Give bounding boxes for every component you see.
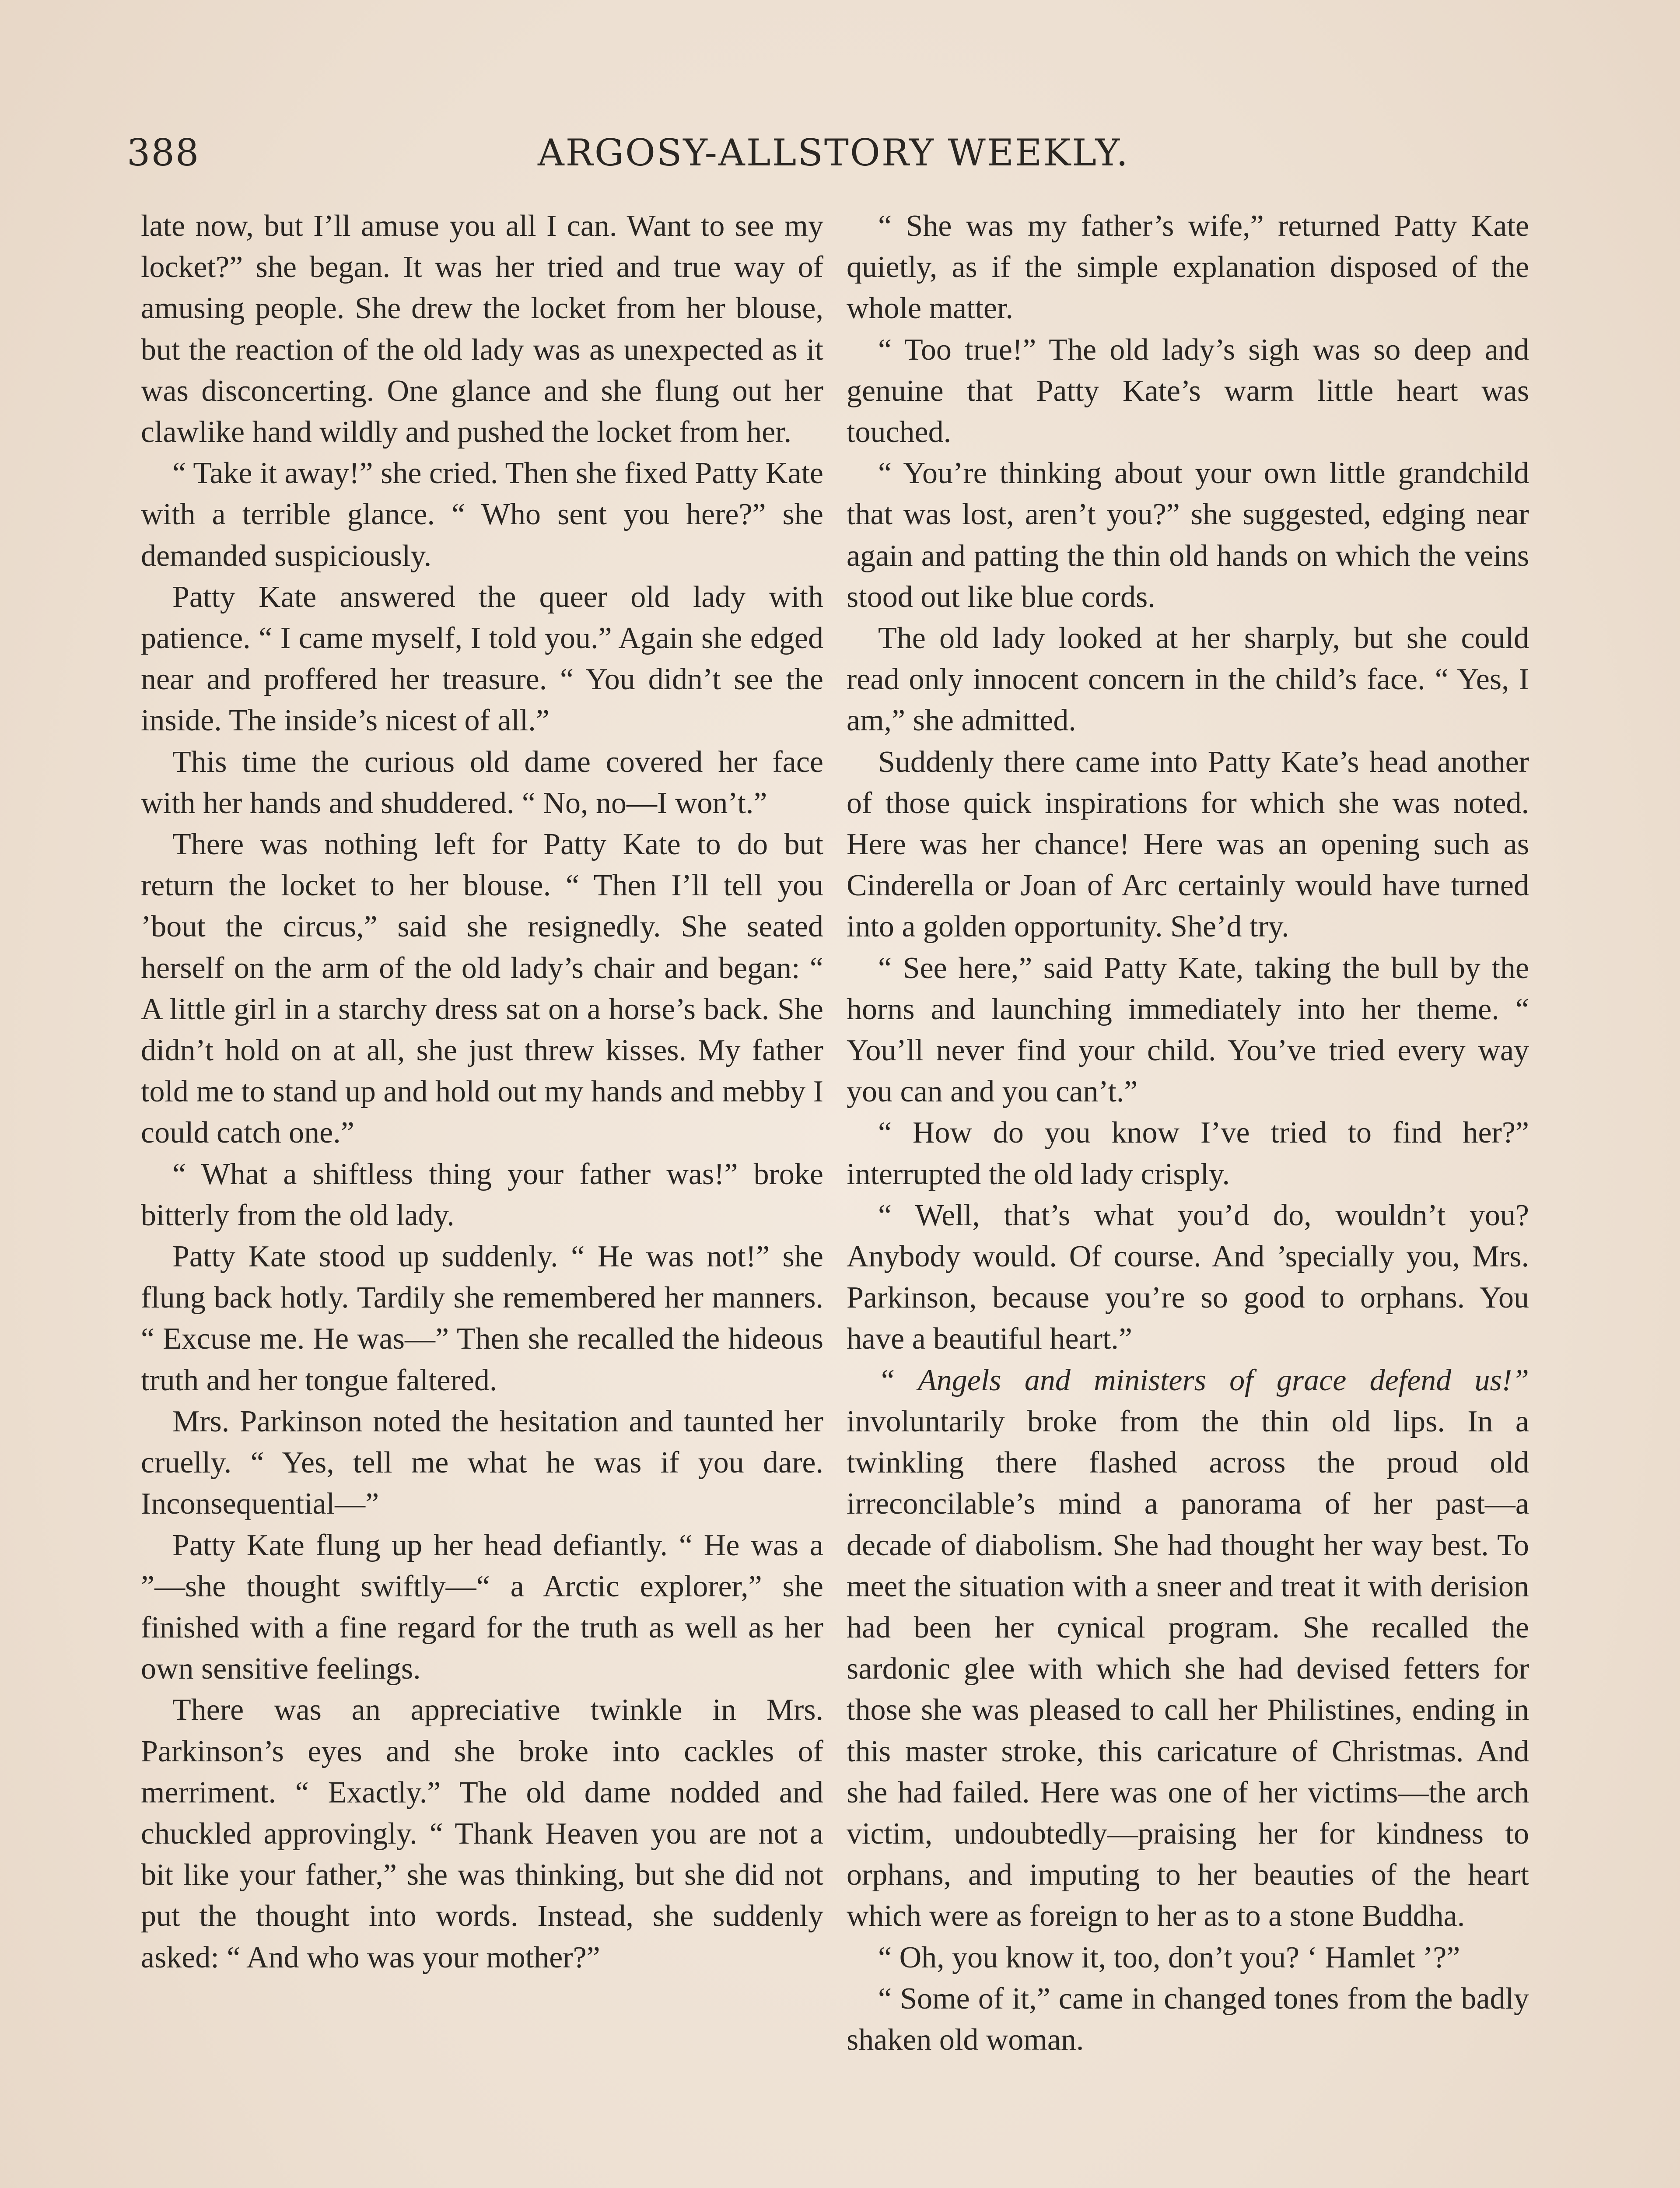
paragraph: Patty Kate answered the queer old lady with patience. “ I came myself, I told you.” Again she edged near and proffered her treasure. “ You didn’t see the inside. The inside’s nicest of all.” (141, 580, 823, 738)
paragraph: “ You’re thinking about your own little grandchild that was lost, aren’t you?” she suggested, edging near again and patting the thin old hands on which the veins stood out like blue cords. (847, 456, 1529, 614)
running-title: ARGOSY-ALLSTORY WEEKLY. (538, 131, 1129, 174)
paragraph: “ How do you know I’ve tried to find her?” interrupted the old lady crisply. (847, 1116, 1529, 1191)
page-number: 388 (127, 131, 200, 174)
paragraph: “ See here,” said Patty Kate, taking the bull by the horns and launching immediately into her theme. “ You’ll never find your child. You’ve tried every way you can and you can’t.” (847, 951, 1529, 1109)
left-column (141, 206, 823, 1978)
hamlet-quote: “ Angels and ministers of grace defend us!” (878, 1363, 1529, 1397)
paragraph-text: involuntarily broke from the thin old lips. In a twinkling there flashed across the proud old irreconcilable’s mind a panorama of her past—a decade of diabolism. She had thought her way best. To meet the situation with a sneer and treat it with derision had been her cynical program. She recalled the sardonic glee with which she had devised fetters for those she was pleased to call her Philistines, ending in this master stroke, this caricature of Christmas. And she had failed. Here was one of her victims—the arch victim, undoubtedly—praising her for kindness to orphans, and imputing to her beauties of the heart which were as foreign to her as to a stone Buddha. (847, 1404, 1529, 1933)
paragraph: This time the curious old dame covered her face with her hands and shuddered. “ No, no—I won’t.” (141, 745, 823, 820)
paragraph: “ What a shiftless thing your father was!” broke bitterly from the old lady. (141, 1157, 823, 1232)
paragraph: There was an appreciative twinkle in Mrs. Parkinson’s eyes and she broke into cackles of merriment. “ Exactly.” The old dame nodded and chuckled approvingly. “ Thank Heaven you are not a bit like your father,” she was thinking, but she did not put the thought into words. Instead, she suddenly asked: “ And who was your mother?” (141, 1693, 823, 1974)
paragraph: Suddenly there came into Patty Kate’s head another of those quick inspirations for which she was noted. Here was her chance! Here was an opening such as Cinderella or Joan of Arc certainly would have turned into a golden opportunity. She’d try. (847, 745, 1529, 944)
paragraph: “ Take it away!” she cried. Then she fixed Patty Kate with a terrible glance. “ Who sent you here?” she demanded suspiciously. (141, 456, 823, 573)
paragraph: Patty Kate stood up suddenly. “ He was not!” she flung back hotly. Tardily she remembered her manners. “ Excuse me. He was—” Then she recalled the hideous truth and her tongue faltered. (141, 1240, 823, 1397)
paragraph (847, 1360, 1529, 1937)
paragraph: “ Some of it,” came in changed tones from the badly shaken old woman. (847, 1981, 1529, 2057)
paragraph: Patty Kate flung up her head defiantly. “ He was a ”—she thought swiftly—“ a Arctic explorer,” she finished with a fine regard for the truth as well as her own sensitive feelings. (141, 1528, 823, 1686)
page-header (127, 131, 1540, 184)
paragraph: late now, but I’ll amuse you all I can. Want to see my locket?” she began. It was her tried and true way of amusing people. She drew the locket from her blouse, but the reaction of the old lady was as unexpected as it was disconcerting. One glance and she flung out her clawlike hand wildly and pushed the locket from her. (141, 209, 823, 449)
paragraph: Mrs. Parkinson noted the hesitation and taunted her cruelly. “ Yes, tell me what he was if you dare. Inconsequential—” (141, 1404, 823, 1521)
paragraph: “ Well, that’s what you’d do, wouldn’t you? Anybody would. Of course. And ’specially you, Mrs. Parkinson, because you’re so good to orphans. You have a beautiful heart.” (847, 1198, 1529, 1356)
paragraph: “ She was my father’s wife,” returned Patty Kate quietly, as if the simple explanation disposed of the whole matter. (847, 209, 1529, 326)
right-column (847, 206, 1529, 2061)
paragraph: The old lady looked at her sharply, but she could read only innocent concern in the child’s face. “ Yes, I am,” she admitted. (847, 621, 1529, 738)
paragraph: “ Oh, you know it, too, don’t you? ‘ Hamlet ’?” (878, 1940, 1460, 1974)
paragraph: There was nothing left for Patty Kate to do but return the locket to her blouse. “ Then I’ll tell you ’bout the circus,” said she resignedly. She seated herself on the arm of the old lady’s chair and began: “ A little girl in a starchy dress sat on a horse’s back. She didn’t hold on at all, she just threw kisses. My father told me to stand up and hold out my hands and mebby I could catch one.” (141, 828, 823, 1150)
paragraph: “ Too true!” The old lady’s sigh was so deep and genuine that Patty Kate’s warm little heart was touched. (847, 333, 1529, 449)
